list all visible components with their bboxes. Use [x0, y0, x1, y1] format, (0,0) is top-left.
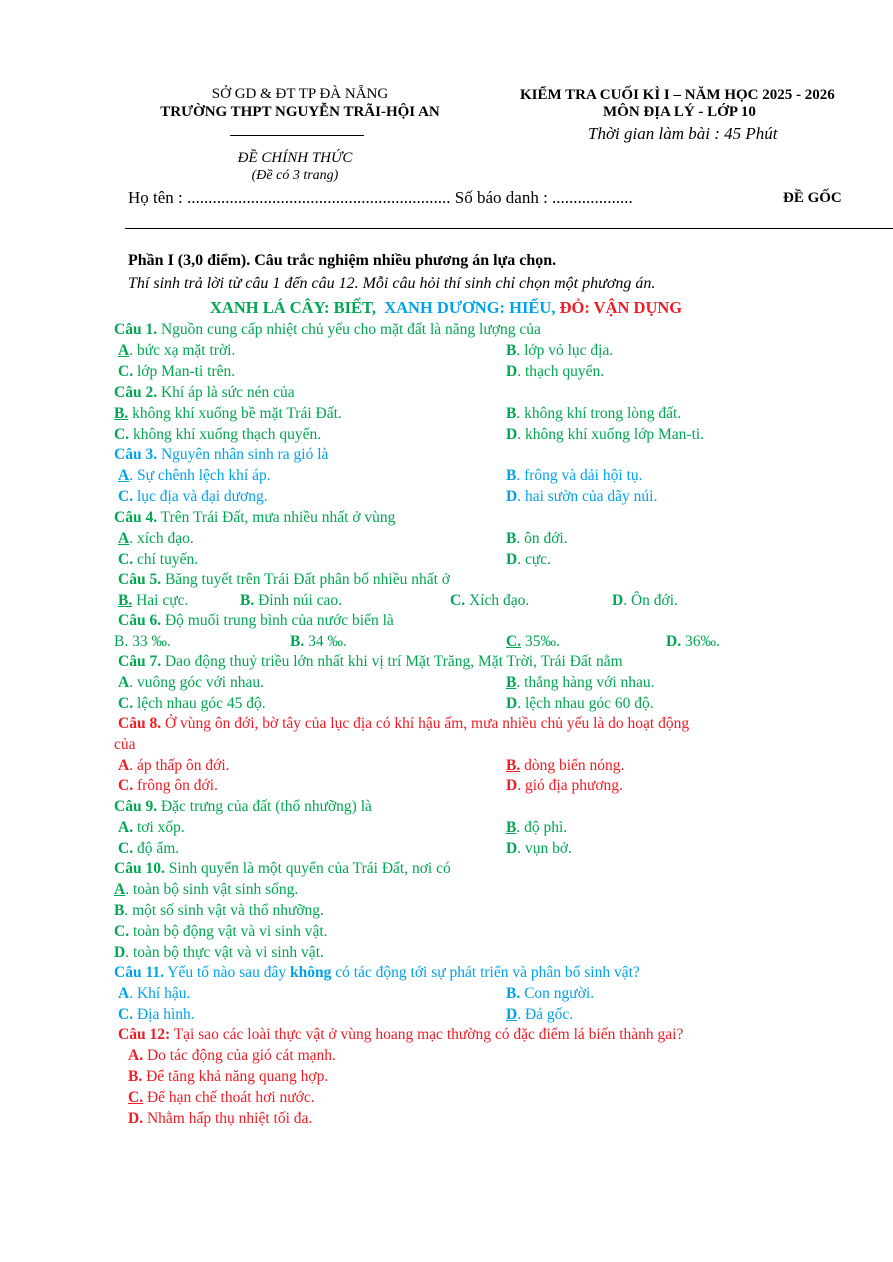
q12-option-a[interactable]: A. Do tác động của gió cát mạnh. [128, 1047, 336, 1064]
q9-option-d[interactable]: D. vụn bở. [506, 840, 572, 857]
q1-option-c[interactable]: C. lớp Man-ti trên. [118, 363, 236, 380]
q8-option-a[interactable]: A. áp thấp ôn đới. [118, 757, 230, 774]
q10-option-b[interactable]: B. một số sinh vật và thổ nhưỡng. [114, 902, 324, 919]
q7-option-a[interactable]: A. vuông góc với nhau. [118, 674, 264, 691]
q11-option-b[interactable]: B. Con người. [506, 985, 595, 1002]
q12-option-b[interactable]: B. Để tăng khả năng quang hợp. [128, 1068, 329, 1085]
exam-code: ĐỀ GỐC [783, 190, 842, 206]
header-divider [230, 135, 364, 136]
q6-option-c[interactable]: C. 35‰. [506, 633, 560, 650]
q5-option-a[interactable]: B. Hai cực. [118, 592, 189, 609]
q4-option-b[interactable]: B. ôn đới. [506, 530, 568, 547]
q8-option-b[interactable]: B. dòng biển nóng. [506, 757, 625, 774]
q8-option-d[interactable]: D. gió địa phương. [506, 777, 623, 794]
question-5: Câu 5. Băng tuyết trên Trái Đất phân bố nhiều nhất ở [118, 571, 450, 588]
q1-option-d[interactable]: D. thạch quyển. [506, 363, 605, 380]
q8-option-c[interactable]: C. frông ôn đới. [118, 777, 218, 794]
q6-option-b[interactable]: B. 34 ‰. [290, 633, 347, 650]
q1-option-b[interactable]: B. lớp vỏ lục địa. [506, 342, 614, 359]
q5-option-b[interactable]: B. Đỉnh núi cao. [240, 592, 343, 609]
q10-option-d[interactable]: D. toàn bộ thực vật và vi sinh vật. [114, 944, 324, 961]
q2-option-c[interactable]: C. không khí xuống thạch quyển. [114, 426, 322, 443]
question-2: Câu 2. Khí áp là sức nén của [114, 384, 295, 401]
q2-option-a[interactable]: B. không khí xuống bề mặt Trái Đất. [114, 405, 342, 422]
q4-option-d[interactable]: D. cực. [506, 551, 551, 568]
legend-green: XANH LÁ CÂY: BIẾT, [210, 298, 376, 317]
question-1: Câu 1. Nguồn cung cấp nhiệt chủ yếu cho mặt đất là năng lượng của [114, 321, 541, 338]
q2-option-b[interactable]: B. không khí trong lòng đất. [506, 405, 682, 422]
question-8: Câu 8. Ở vùng ôn đới, bờ tây của lục địa có khí hậu ấm, mưa nhiều chủ yếu là do hoạt động [118, 715, 690, 732]
candidate-info-line: Họ tên : .............................................................. Số báo danh : ................... [128, 188, 633, 207]
level-legend [210, 298, 682, 318]
question-10: Câu 10. Sinh quyển là một quyển của Trái Đất, nơi có [114, 860, 451, 877]
q5-option-d[interactable]: D. Ôn đới. [612, 592, 678, 609]
dept-name: SỞ GD & ĐT TP ĐÀ NẴNG [211, 86, 389, 102]
exam-time: Thời gian làm bài : 45 Phút [588, 124, 778, 143]
q3-option-a[interactable]: A. Sự chênh lệch khí áp. [118, 467, 271, 484]
question-3: Câu 3. Nguyên nhân sinh ra gió là [114, 446, 329, 463]
question-8-cont: của [114, 736, 136, 753]
q4-option-c[interactable]: C. chí tuyến. [118, 551, 199, 568]
q3-option-d[interactable]: D. hai sườn của dãy núi. [506, 488, 658, 505]
q9-option-b[interactable]: B. độ phì. [506, 819, 568, 836]
school-name: TRƯỜNG THPT NGUYỄN TRÃI-HỘI AN [160, 104, 440, 120]
q7-option-d[interactable]: D. lệch nhau góc 60 độ. [506, 695, 654, 712]
official-label: ĐỀ CHÍNH THỨC [237, 150, 353, 166]
q7-option-b[interactable]: B. thẳng hàng với nhau. [506, 674, 655, 691]
q12-option-c[interactable]: C. Để hạn chế thoát hơi nước. [128, 1089, 315, 1106]
q3-option-b[interactable]: B. frông và dải hội tụ. [506, 467, 643, 484]
q3-option-c[interactable]: C. lục địa và đại dương. [118, 488, 268, 505]
q10-option-a[interactable]: A. toàn bộ sinh vật sinh sống. [114, 881, 299, 898]
q11-option-a[interactable]: A. Khí hậu. [118, 985, 191, 1002]
exam-subject: MÔN ĐỊA LÝ - LỚP 10 [603, 104, 756, 120]
q4-option-a[interactable]: A. xích đạo. [118, 530, 194, 547]
q2-option-d[interactable]: D. không khí xuống lớp Man-ti. [506, 426, 705, 443]
question-7: Câu 7. Dao động thuỷ triều lớn nhất khi vị trí Mặt Trăng, Mặt Trời, Trái Đất nằm [118, 653, 623, 670]
question-6: Câu 6. Độ muối trung bình của nước biển là [118, 612, 394, 629]
exam-title: KIỂM TRA CUỐI KÌ I – NĂM HỌC 2025 - 2026 [520, 87, 835, 103]
q9-option-c[interactable]: C. độ ẩm. [118, 840, 180, 857]
q9-option-a[interactable]: A. tơi xốp. [118, 819, 185, 836]
q7-option-c[interactable]: C. lệch nhau góc 45 độ. [118, 695, 266, 712]
part1-title: Phần I (3,0 điểm). Câu trắc nghiệm nhiều phương án lựa chọn. [128, 252, 557, 269]
page-count: (Đề có 3 trang) [251, 168, 339, 183]
q10-option-c[interactable]: C. toàn bộ động vật và vi sinh vật. [114, 923, 328, 940]
q11-option-c[interactable]: C. Địa hình. [118, 1006, 195, 1023]
q11-option-d[interactable]: D. Đá gốc. [506, 1006, 574, 1023]
q6-option-a[interactable]: B. 33 ‰. [114, 633, 171, 650]
q1-option-a[interactable]: A. bức xạ mặt trời. [118, 342, 236, 359]
q6-option-d[interactable]: D. 36‰. [666, 633, 720, 650]
question-4: Câu 4. Trên Trái Đất, mưa nhiều nhất ở vùng [114, 509, 396, 526]
legend-red: ĐỎ: VẬN DỤNG [559, 298, 683, 317]
question-12: Câu 12: Tại sao các loài thực vật ở vùng hoang mạc thường có đặc điểm lá biến thành gai? [118, 1026, 684, 1043]
header-bottom-divider [125, 228, 893, 229]
question-11: Câu 11. Yếu tố nào sau đây không có tác động tới sự phát triển và phân bố sinh vật? [114, 964, 640, 981]
legend-blue: XANH DƯƠNG: HIỂU, [384, 298, 556, 317]
q12-option-d[interactable]: D. Nhằm hấp thụ nhiệt tối đa. [128, 1110, 313, 1127]
question-9: Câu 9. Đặc trưng của đất (thổ nhưỡng) là [114, 798, 372, 815]
part1-instruction: Thí sinh trả lời từ câu 1 đến câu 12. Mỗi câu hỏi thí sinh chỉ chọn một phương án. [128, 275, 656, 292]
q5-option-c[interactable]: C. Xích đạo. [450, 592, 530, 609]
